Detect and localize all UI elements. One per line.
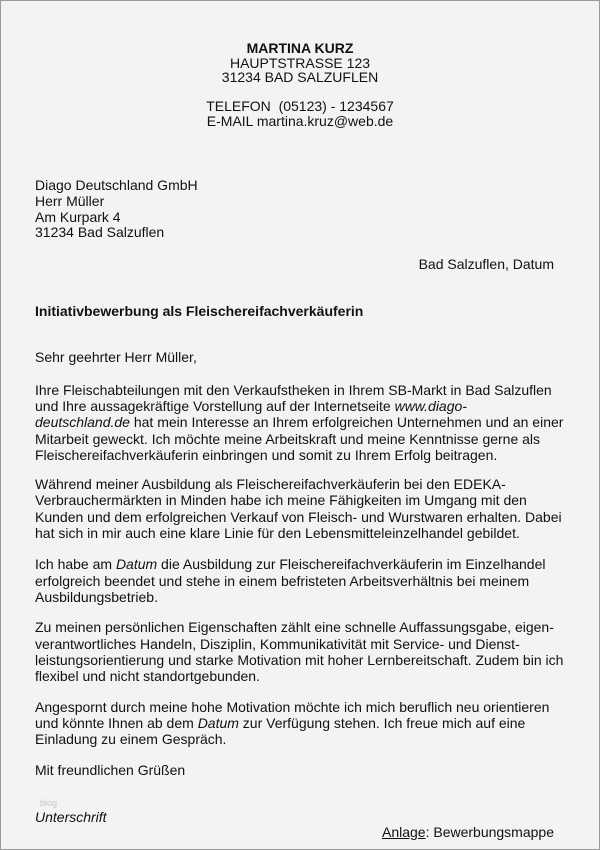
watermark: blog: [40, 798, 58, 808]
text-line: verantwortliches Handeln, Disziplin, Kommunikativität mit Service- und Dienst-: [35, 636, 520, 652]
recipient-person: Herr Müller: [35, 193, 105, 209]
date-placeholder: Datum: [115, 556, 158, 572]
text: zur Verfügung stehen. Ich freue mich auf eine: [238, 715, 526, 731]
subject: Initiativbewerbung als Fleischereifachverkäuferin: [35, 303, 364, 319]
text: und Ihre aussagekräftige Vorstellung auf der Internetseite: [35, 398, 395, 414]
attachment-value: Bewerbungsmappe: [433, 824, 554, 840]
closing: Mit freundlichen Grüßen: [35, 762, 186, 778]
sender-name: MARTINA KURZ: [246, 40, 354, 56]
text-line: Fleischereifachverkäuferin einbringen und somit zu Ihrem Erfolg beitragen.: [35, 447, 498, 463]
signature: [35, 809, 107, 825]
text: hat mein Interesse an Ihrem erfolgreichen Unternehmen und an einer: [129, 414, 564, 430]
text: und könnte Ihnen ab dem: [35, 715, 198, 731]
date-line: Bad Salzuflen, Datum: [418, 256, 554, 272]
recipient-street: Am Kurpark 4: [35, 209, 121, 225]
recipient-company: Diago Deutschland GmbH: [35, 177, 198, 193]
text: die Ausbildung zur Fleischereifachverkäuferin im Einzelhandel: [157, 556, 546, 572]
separator: :: [425, 824, 434, 840]
signature-text: Unterschrift: [35, 809, 107, 825]
attachment-label: Anlage: [381, 824, 426, 840]
text-line: Ihre Fleischabteilungen mit den Verkaufstheken in Ihrem SB-Markt in Bad Salzuflen: [35, 382, 552, 398]
text-line: [35, 414, 563, 430]
text: Ich habe am: [35, 556, 116, 572]
text-line: hat sich in mir auch eine klare Linie für den Lebensmitteleinzelhandel gebildet.: [35, 525, 520, 541]
sender-city: 31234 BAD SALZUFLEN: [221, 69, 379, 85]
text-line: Angespornt durch meine hohe Motivation möchte ich mich beruflich neu orientieren: [35, 699, 550, 715]
text-line: Verbrauchermärkten in Minden habe ich meine Fähigkeiten im Umgang mit den: [35, 492, 527, 508]
text-line: Einladung zu einem Gespräch.: [35, 731, 227, 747]
sender-street: HAUPTSTRASSE 123: [229, 55, 371, 71]
date-placeholder: Datum: [197, 715, 239, 731]
website-link: www.diago-: [394, 398, 467, 414]
attachment-line: [382, 824, 554, 840]
website-link: deutschland.de: [35, 414, 130, 430]
text-line: Ausbildungsbetrieb.: [35, 589, 158, 605]
text-line: [35, 556, 546, 572]
salutation: Sehr geehrter Herr Müller,: [35, 349, 197, 365]
text-line: flexibel und nicht standortgebunden.: [35, 668, 260, 684]
text-line: [35, 398, 467, 414]
text-line: leistungsorientierung und starke Motivation mit hoher Lernbereitschaft. Zudem bin ich: [35, 652, 564, 668]
text-line: Zu meinen persönlichen Eigenschaften zählt eine schnelle Auffassungsgabe, eigen-: [35, 619, 554, 635]
recipient-city: 31234 Bad Salzuflen: [35, 224, 165, 240]
text-line: Mitarbeit geweckt. Ich möchte meine Arbeitskraft und meine Kenntnisse gerne als: [35, 431, 541, 447]
text-line: Kunden und dem erfolgreichen Verkauf von Fleisch- und Wurstwaren erhalten. Dabei: [35, 509, 562, 525]
text-line: Während meiner Ausbildung als Fleischereifachverkäuferin bei den EDEKA-: [35, 476, 506, 492]
text-line: erfolgreich beendet und stehe in einem befristeten Arbeitsverhältnis bei meinem: [35, 573, 530, 589]
sender-phone: TELEFON (05123) - 1234567: [206, 98, 394, 114]
sender-email: E-MAIL martina.kruz@web.de: [206, 113, 394, 129]
text-line: [35, 715, 525, 731]
